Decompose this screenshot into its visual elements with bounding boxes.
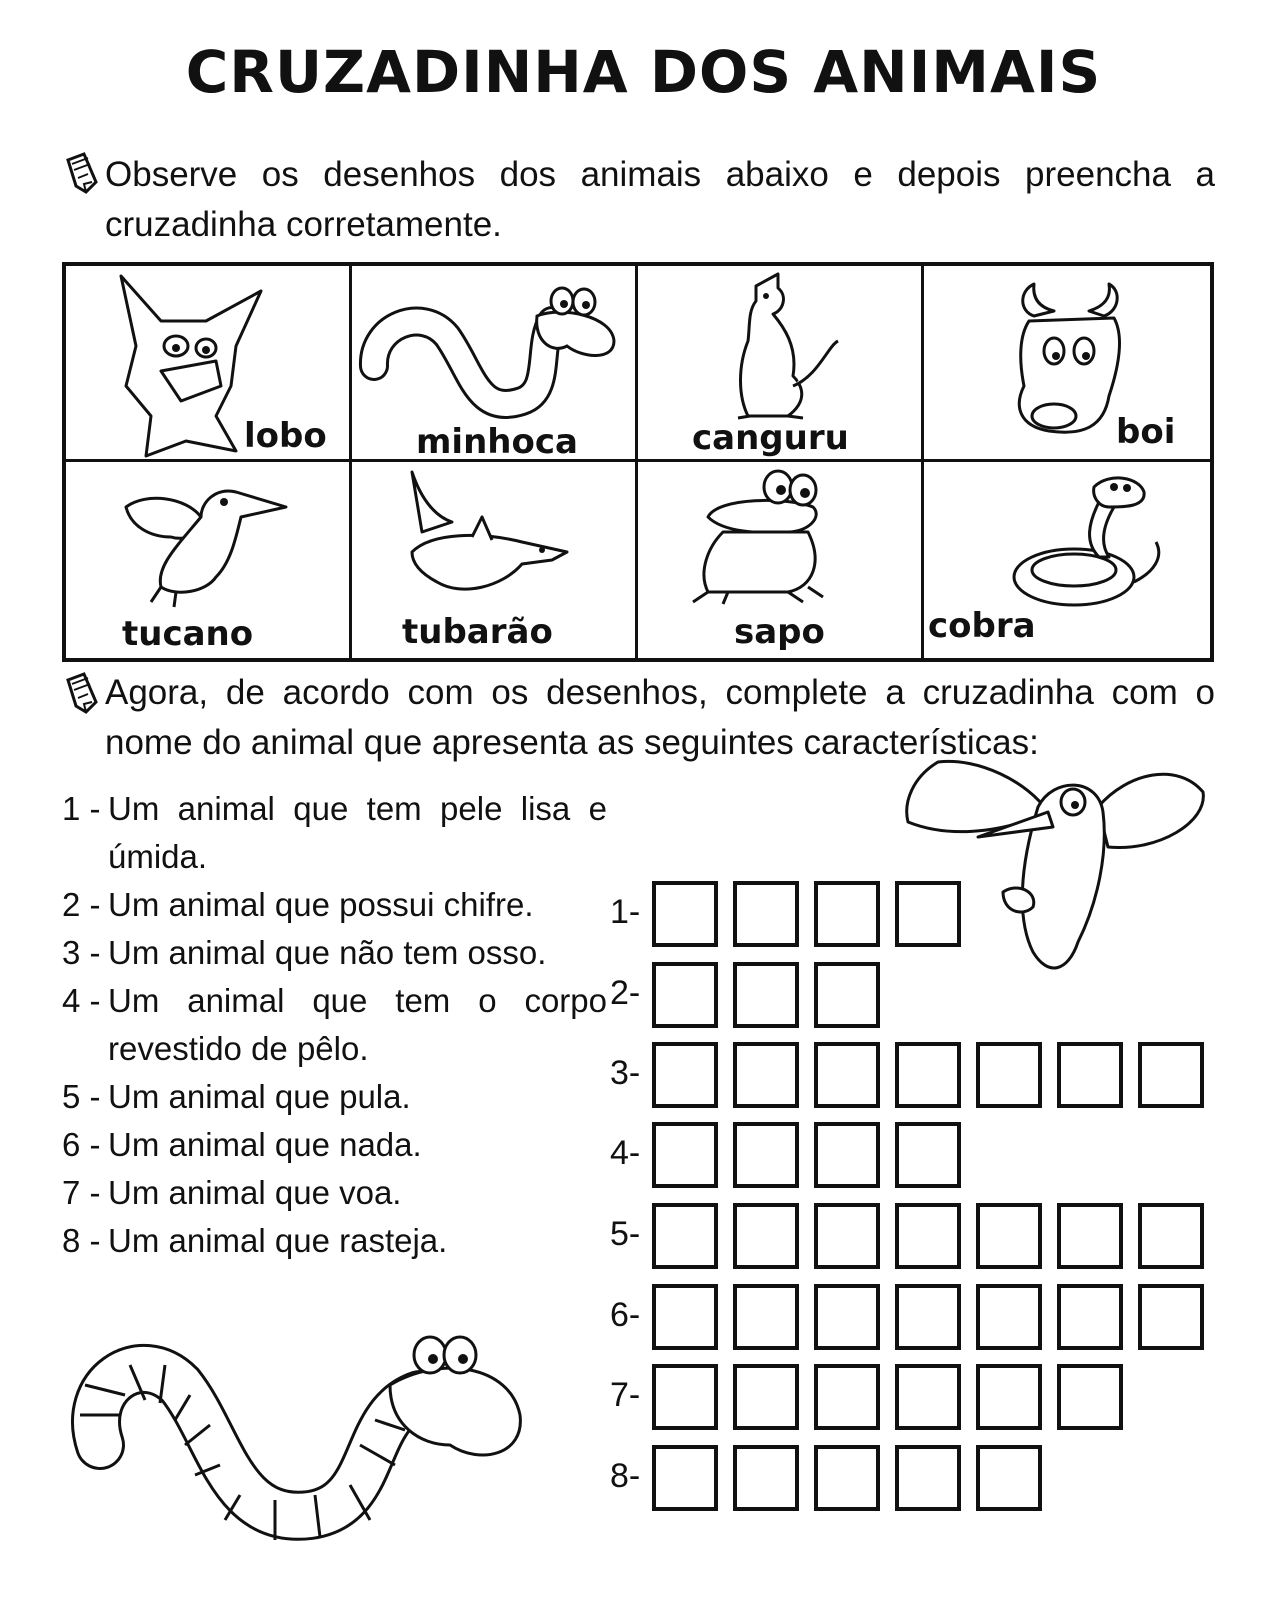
crossword-box[interactable] [1138, 1203, 1204, 1269]
crossword-box[interactable] [814, 1364, 880, 1430]
animal-label: cobra [928, 606, 1036, 646]
crossword-box[interactable] [976, 1042, 1042, 1108]
crossword-row-label: 7- [610, 1376, 641, 1414]
crossword-box[interactable] [1057, 1284, 1123, 1350]
instruction-1: Observe os desenhos dos animais abaixo e depois preencha a cruzadinha corretamente. [105, 155, 1215, 244]
animal-label: lobo [244, 416, 327, 456]
animal-label: tucano [122, 614, 254, 654]
animal-label: boi [1116, 412, 1176, 452]
crossword-box[interactable] [733, 1042, 799, 1108]
crossword-box[interactable] [895, 1042, 961, 1108]
crossword-box[interactable] [733, 1445, 799, 1511]
crossword-box[interactable] [652, 1203, 718, 1269]
clue-text: Um animal que não tem osso. [108, 934, 547, 971]
crossword-box[interactable] [976, 1445, 1042, 1511]
animal-label: sapo [734, 612, 825, 652]
clue-text: Um animal que tem pele lisa e úmida. [108, 790, 607, 875]
pencil-icon [62, 152, 100, 194]
clue-item [62, 1169, 607, 1217]
crossword-box[interactable] [976, 1364, 1042, 1430]
worm-icon [60, 1325, 540, 1565]
crossword-box[interactable] [895, 1284, 961, 1350]
animal-cell [924, 462, 1210, 658]
crossword-box[interactable] [1138, 1284, 1204, 1350]
clue-number: 7 - [62, 1174, 101, 1211]
crossword-box[interactable] [652, 1042, 718, 1108]
crossword-row-label: 4- [610, 1134, 641, 1172]
page-title: CRUZADINHA DOS ANIMAIS [185, 38, 1102, 106]
clue-text: Um animal que possui chifre. [108, 886, 534, 923]
clue-text: Um animal que pula. [108, 1078, 411, 1115]
crossword-box[interactable] [733, 962, 799, 1028]
clue-item [62, 1073, 607, 1121]
crossword-row-label: 1- [610, 893, 641, 931]
clue-item [62, 1121, 607, 1169]
crossword-box[interactable] [814, 1284, 880, 1350]
crossword-box[interactable] [652, 1122, 718, 1188]
crossword-box[interactable] [733, 1122, 799, 1188]
animal-cell [924, 266, 1210, 462]
instruction-2: Agora, de acordo com os desenhos, complete a cruzadinha com o nome do animal que apresenta as seguintes características: [105, 673, 1215, 762]
crossword-box[interactable] [733, 1364, 799, 1430]
crossword-box[interactable] [733, 881, 799, 947]
crossword-box[interactable] [652, 1284, 718, 1350]
clue-number: 5 - [62, 1078, 101, 1115]
crossword-box[interactable] [652, 1364, 718, 1430]
clue-list [62, 785, 607, 1265]
clue-text: Um animal que tem o corpo revestido de pêlo. [108, 982, 607, 1067]
bird-icon [898, 752, 1210, 982]
crossword-box[interactable] [814, 1042, 880, 1108]
animal-cell [66, 462, 352, 658]
crossword-box[interactable] [895, 1445, 961, 1511]
pencil-icon [62, 672, 100, 714]
clue-item [62, 785, 607, 881]
crossword-box[interactable] [1057, 1364, 1123, 1430]
clue-text: Um animal que voa. [108, 1174, 402, 1211]
clue-number: 6 - [62, 1126, 101, 1163]
animal-picture-grid [62, 262, 1214, 662]
animal-label: minhoca [416, 422, 578, 462]
crossword-row-label: 8- [610, 1457, 641, 1495]
clue-number: 3 - [62, 934, 101, 971]
crossword-box[interactable] [733, 1203, 799, 1269]
animal-label: tubarão [402, 612, 553, 652]
clue-number: 1 - [62, 790, 101, 827]
crossword-box[interactable] [976, 1284, 1042, 1350]
animal-cell [352, 462, 638, 658]
animal-cell [352, 266, 638, 462]
crossword-box[interactable] [814, 1445, 880, 1511]
crossword-box[interactable] [895, 1122, 961, 1188]
crossword-row-label: 2- [610, 974, 641, 1012]
animal-cell [638, 266, 924, 462]
crossword-row-label: 3- [610, 1054, 641, 1092]
crossword-box[interactable] [814, 1203, 880, 1269]
clue-item [62, 929, 607, 977]
clue-number: 4 - [62, 982, 101, 1019]
animal-label: canguru [692, 418, 849, 458]
clue-item [62, 977, 607, 1073]
clue-number: 2 - [62, 886, 101, 923]
crossword-box[interactable] [652, 881, 718, 947]
clue-item [62, 881, 607, 929]
crossword-box[interactable] [733, 1284, 799, 1350]
animal-cell [66, 266, 352, 462]
crossword-box[interactable] [814, 1122, 880, 1188]
crossword-box[interactable] [895, 1364, 961, 1430]
crossword-box[interactable] [814, 881, 880, 947]
crossword-row-label: 5- [610, 1215, 641, 1253]
crossword-box[interactable] [652, 962, 718, 1028]
crossword-box[interactable] [1057, 1042, 1123, 1108]
crossword-box[interactable] [652, 1445, 718, 1511]
clue-item [62, 1217, 607, 1265]
crossword-box[interactable] [814, 962, 880, 1028]
crossword-box[interactable] [1138, 1042, 1204, 1108]
clue-number: 8 - [62, 1222, 101, 1259]
animal-cell [638, 462, 924, 658]
clue-text: Um animal que nada. [108, 1126, 422, 1163]
crossword-box[interactable] [895, 1203, 961, 1269]
crossword-box[interactable] [976, 1203, 1042, 1269]
crossword-box[interactable] [1057, 1203, 1123, 1269]
crossword-row-label: 6- [610, 1296, 641, 1334]
clue-text: Um animal que rasteja. [108, 1222, 448, 1259]
